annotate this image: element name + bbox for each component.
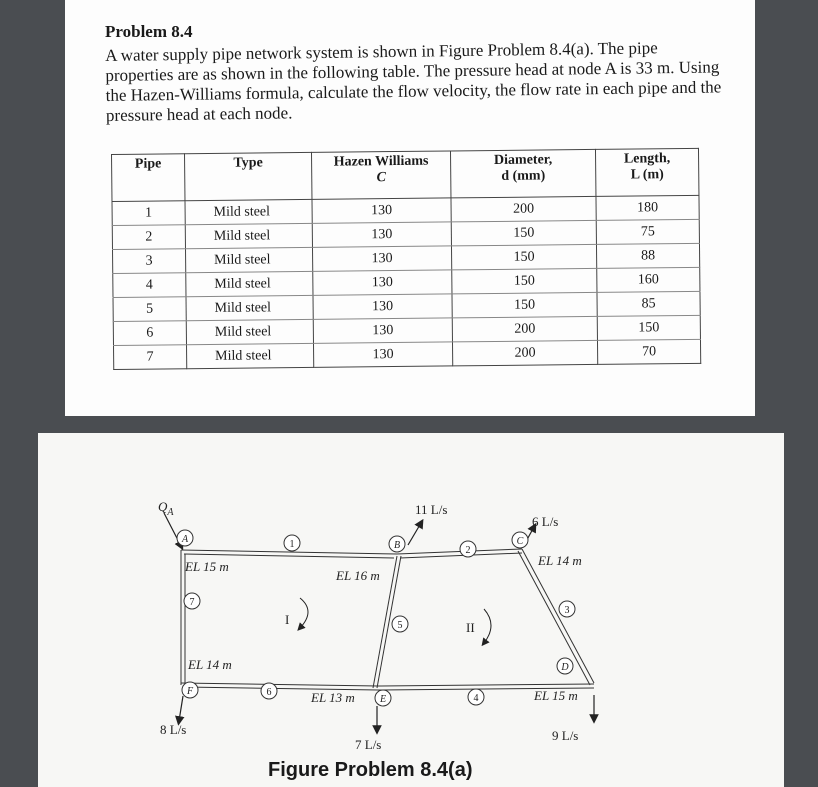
cell-c: 130 <box>312 246 451 271</box>
cell-diameter: 150 <box>451 244 596 270</box>
node-c-label: C <box>516 536 524 547</box>
node-e-label: E <box>379 694 387 705</box>
cell-pipe: 5 <box>113 297 186 322</box>
pipe-4-tag <box>468 689 484 705</box>
cell-c: 130 <box>313 342 452 367</box>
loop-ii-arrow <box>484 609 491 643</box>
header-l-line1: Length, <box>623 151 671 167</box>
loop-ii <box>466 609 491 643</box>
pipe-2-number: 2 <box>465 545 471 556</box>
cell-pipe: 4 <box>113 273 186 298</box>
node-d <box>557 658 573 674</box>
cell-pipe: 3 <box>113 249 186 274</box>
cell-diameter: 200 <box>451 196 596 222</box>
cell-pipe: 6 <box>113 321 186 346</box>
pipe-2-tag <box>460 541 476 557</box>
cell-length: 88 <box>596 243 699 268</box>
loop-i <box>285 598 308 628</box>
pipe-7-number: 7 <box>189 597 195 608</box>
node-f <box>182 682 198 698</box>
cell-c: 130 <box>313 318 452 343</box>
header-pipe: Pipe <box>112 154 185 202</box>
cell-length: 75 <box>596 219 699 244</box>
cell-type: Mild steel <box>186 319 313 344</box>
cell-c: 130 <box>312 198 451 223</box>
loop-ii-label: II <box>466 620 475 635</box>
cell-c: 130 <box>313 294 452 319</box>
cell-diameter: 200 <box>452 340 597 366</box>
pipe-properties-table <box>111 148 701 370</box>
cell-type: Mild steel <box>185 223 312 248</box>
pipe-7-tag <box>184 593 200 609</box>
pipe-2-line <box>397 549 522 554</box>
pipe-6-tag <box>261 683 277 699</box>
inflow-subscript: A <box>167 507 174 518</box>
node-a <box>177 530 193 546</box>
cell-pipe: 2 <box>112 225 185 250</box>
figure-caption: Figure Problem 8.4(a) <box>268 759 473 781</box>
pipe-5-number: 5 <box>397 620 403 631</box>
cell-type: Mild steel <box>187 343 314 368</box>
loop-i-arrow <box>300 598 308 628</box>
demand-f-arrow <box>179 696 183 721</box>
elevation-c: EL 14 m <box>538 553 582 568</box>
cell-length: 70 <box>597 339 700 364</box>
demand-b-arrow <box>408 523 421 545</box>
cell-length: 85 <box>597 291 700 316</box>
node-b-label: B <box>393 540 401 551</box>
elevation-a: EL 15 m <box>185 559 229 574</box>
elevation-b: EL 16 m <box>336 568 380 583</box>
pipe-1-number: 1 <box>289 539 295 550</box>
cell-type: Mild steel <box>185 199 312 224</box>
node-d-label: D <box>561 662 569 673</box>
cell-type: Mild steel <box>185 247 312 272</box>
figure-card <box>38 433 784 787</box>
pipe-5-tag <box>392 616 408 632</box>
node-c <box>512 532 528 548</box>
cell-diameter: 200 <box>452 316 597 342</box>
cell-length: 150 <box>597 315 700 340</box>
demand-d: 9 L/s <box>552 728 579 743</box>
cell-diameter: 150 <box>451 220 596 246</box>
cell-c: 130 <box>312 222 451 247</box>
cell-type: Mild steel <box>186 295 313 320</box>
header-d-line1: Diameter, <box>493 152 553 168</box>
node-a-label: A <box>181 534 189 545</box>
inflow-label <box>158 499 174 518</box>
pipe-6-number: 6 <box>266 687 272 698</box>
cell-diameter: 150 <box>452 268 597 294</box>
demand-f: 8 L/s <box>160 722 187 737</box>
header-length <box>595 148 698 196</box>
elevation-e: EL 13 m <box>311 690 355 705</box>
cell-length: 160 <box>597 267 700 292</box>
cell-type: Mild steel <box>186 271 313 296</box>
header-l-line2: L (m) <box>630 167 664 183</box>
cell-pipe: 1 <box>112 201 185 226</box>
pipe-6-line <box>181 683 378 686</box>
table-header-row <box>112 148 699 201</box>
cell-diameter: 150 <box>452 292 597 318</box>
cell-pipe: 7 <box>114 345 187 370</box>
pipe-3-number: 3 <box>564 605 570 616</box>
cell-c: 130 <box>313 270 452 295</box>
node-f-label: F <box>186 686 194 697</box>
inflow-q: Q <box>158 499 168 514</box>
loop-i-label: I <box>285 612 290 627</box>
header-type: Type <box>185 152 312 200</box>
pipe-lines <box>181 549 594 690</box>
node-b <box>389 536 405 552</box>
table-row <box>114 339 701 369</box>
elevation-f: EL 14 m <box>188 657 232 672</box>
node-e <box>375 690 391 706</box>
header-hw-line2: C <box>376 170 387 186</box>
header-hazen-williams <box>311 151 450 199</box>
pipe-1-tag <box>284 535 300 551</box>
demand-e: 7 L/s <box>355 737 382 752</box>
pipe-4-number: 4 <box>473 693 479 704</box>
cell-length: 180 <box>596 195 699 220</box>
pipe-3-line-inner <box>518 551 590 685</box>
pipe-3-tag <box>559 601 575 617</box>
header-d-line2: d (mm) <box>501 168 546 184</box>
problem-card <box>65 0 755 416</box>
header-hw-line1: Hazen Williams <box>333 153 429 170</box>
demand-b: 11 L/s <box>415 502 448 517</box>
pipe-4-line <box>378 684 594 686</box>
elevation-d: EL 15 m <box>534 688 578 703</box>
problem-title: Problem 8.4 <box>105 22 193 41</box>
pipe-1-line-inner <box>184 554 394 558</box>
header-diameter <box>450 149 595 198</box>
demand-c: 6 L/s <box>532 514 559 529</box>
problem-statement: A water supply pipe network system is shown in Figure Problem 8.4(a). The pipe properties are as shown in the following table. The pressure head at node A is 33 m. Using the Hazen-Williams formula, calculate the flow velocity, the flow rate in each pipe and the pressure head at each node. <box>105 38 722 125</box>
pipe-network-diagram <box>38 433 784 787</box>
